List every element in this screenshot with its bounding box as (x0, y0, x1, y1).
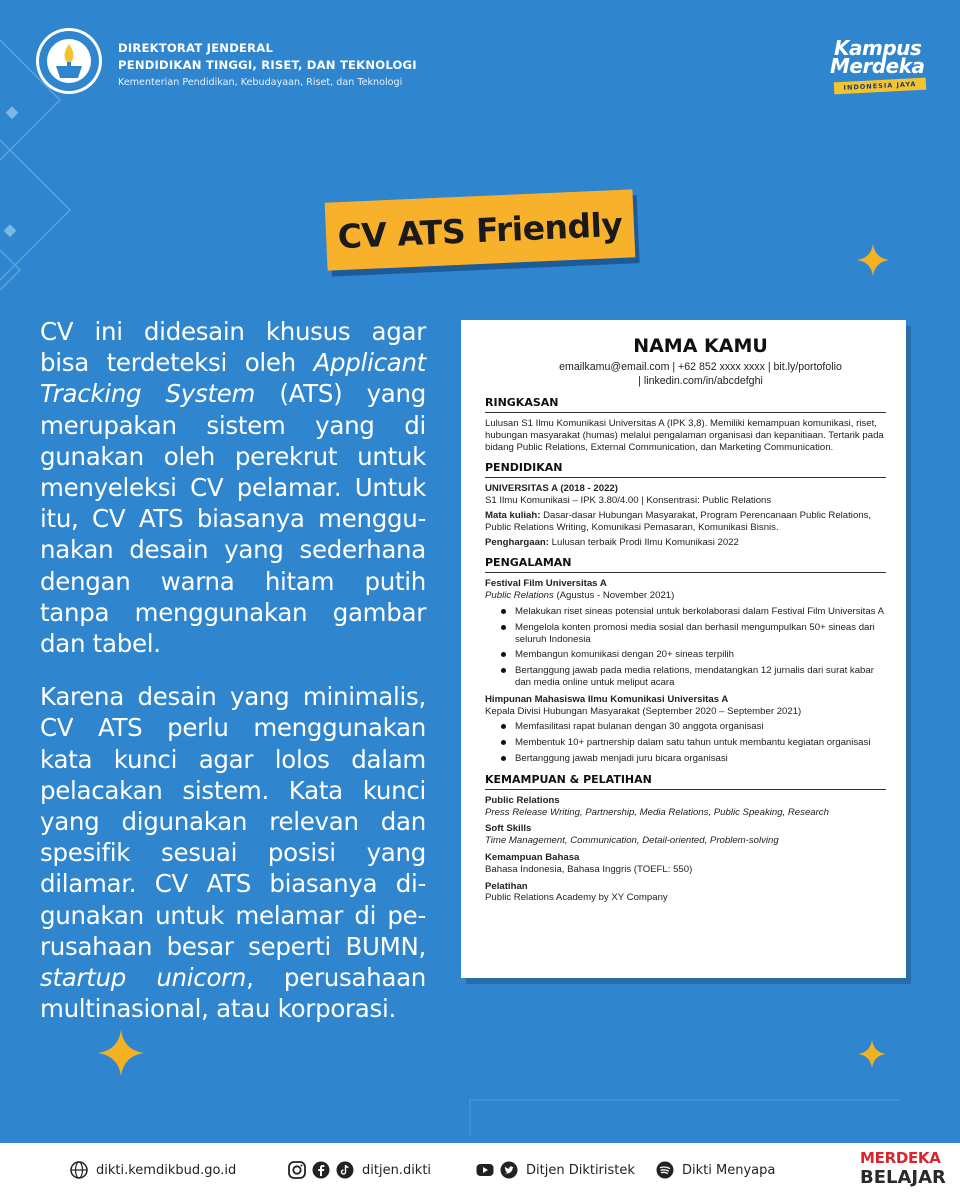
list-item: Memfasilitasi rapat bulanan dengan 30 anggota organisasi (501, 721, 886, 733)
cv-section-ringkasan: RINGKASAN (485, 396, 886, 413)
list-item: Membentuk 10+ partnership dalam satu tahun untuk membantu kegiatan organisasi (501, 737, 886, 749)
facebook-icon[interactable] (312, 1161, 330, 1179)
cv-example-card (461, 320, 906, 978)
list-item: Mengelola konten promosi media sosial dan berhasil mengumpulkan 50+ sineas dari seluruh Indonesia (501, 622, 886, 646)
list-item: Bertanggung jawab pada media relations, mendatangkan 12 jurnalis dari surat kabar dan media online untuk meliput acara (501, 665, 886, 689)
organization-name (118, 40, 417, 91)
page-title: CV ATS Friendly (336, 204, 624, 256)
tut-wuri-handayani-logo (34, 26, 104, 96)
kampus-merdeka-logo (828, 34, 932, 104)
km-word-merdeka: Merdeka (830, 54, 925, 78)
twitter-icon[interactable] (500, 1161, 518, 1179)
title-banner (325, 189, 636, 270)
cv-experience-2: Himpunan Mahasiswa Ilmu Komunikasi Universitas A Kepala Divisi Hubungan Masyarakat (September 2020 – September 2021) (485, 693, 802, 717)
paragraph-1: CV ini didesain khusus agar bisa terdeteksi oleh Applicant Tracking System (ATS) yang merupakan sistem yang di gunakan oleh perekrut untuk menyeleksi CV pelamar. Untuk itu, CV ATS biasanya menggu-nakan desain yang sederhana dengan warna hitam putih tanpa menggunakan gambar dan tabel. (40, 317, 426, 659)
cv-name: NAMA KAMU (633, 335, 768, 357)
cv-section-pengalaman: PENGALAMAN (485, 556, 886, 573)
cv-contact: emailkamu@email.com | +62 852 xxxx xxxx | bit.ly/portofolio | linkedin.com/in/abcdefghi (559, 361, 842, 387)
cv-experience-1-list (501, 606, 886, 689)
cv-education: UNIVERSITAS A (2018 - 2022) S1 Ilmu Komunikasi – IPK 3.80/4.00 | Konsentrasi: Public Relations Mata kuliah: Dasar-dasar Hubungan Masyarakat, Program Perencanaan Public Relations, Public Relations Writing, Komunikasi Pemasaran, Komunikasi Bisnis. Penghargaan: Lulusan terbaik Prodi Ilmu Komunikasi 2022 (485, 483, 872, 548)
description-text (40, 316, 426, 1046)
list-item: Membangun komunikasi dengan 20+ sineas terpilih (501, 649, 886, 661)
spotify-icon[interactable] (656, 1161, 674, 1179)
globe-icon (70, 1161, 88, 1179)
cv-experience-2-list (501, 721, 886, 764)
paragraph-2: Karena desain yang minimalis, CV ATS perlu menggunakan kata kunci agar lolos dalam pelacakan sistem. Kata kunci yang digunakan relevan dan spesifik sesuai posisi yang dilamar. CV ATS biasanya di-gunakan untuk melamar di pe-rusahaan besar seperti BUMN, startup unicorn, perusahaan multinasional, atau korporasi. (40, 682, 427, 1024)
instagram-icon[interactable] (288, 1161, 306, 1179)
org-title: DIREKTORAT JENDERAL (118, 41, 274, 55)
brand-belajar: BELAJAR (860, 1167, 946, 1188)
social-handle[interactable]: ditjen.dikti (362, 1163, 432, 1178)
cv-experience-1: Festival Film Universitas A Public Relations (Agustus - November 2021) (485, 578, 675, 602)
website-link[interactable]: dikti.kemdikbud.go.id (96, 1163, 237, 1178)
ministry-name: Kementerian Pendidikan, Kebudayaan, Riset, dan Teknologi (118, 77, 403, 88)
spotify-handle[interactable]: Dikti Menyapa (682, 1163, 776, 1178)
sparkle-icon (858, 1040, 886, 1068)
list-item: Bertanggung jawab menjadi juru bicara organisasi (501, 753, 886, 765)
cv-section-pendidikan: PENDIDIKAN (485, 461, 886, 478)
brand-merdeka: MERDEKA (860, 1149, 941, 1167)
km-ribbon: INDONESIA JAYA (834, 78, 927, 95)
cv-summary: Lulusan S1 Ilmu Komunikasi Universitas A (IPK 3,8). Memiliki kemampuan komunikasi, riset, hubungan masyarakat (humas) melalui pengalaman organisasi dan kepanitiaan. Tertarik pada bidang Public Relations, External Communication, dan Marketing Communication. (485, 418, 884, 453)
youtube-twitter-handle[interactable]: Ditjen Diktiristek (526, 1163, 635, 1178)
footer-bar (0, 1143, 960, 1200)
km-word-kampus: Kampus (834, 36, 922, 60)
sparkle-icon (857, 244, 889, 276)
youtube-icon[interactable] (476, 1161, 494, 1179)
cv-skills: Public Relations Press Release Writing, Partnership, Media Relations, Public Speaking, Research Soft Skills Time Management, Communication, Detail-oriented, Problem-solving Kemampuan Bahasa Bahasa Indonesia, Bahasa Inggris (TOEFL: 550) Pelatihan Public Relations Academy by XY Company (485, 794, 829, 904)
list-item: Melakukan riset sineas potensial untuk berkolaborasi dalam Festival Film Universitas A (501, 606, 886, 618)
tiktok-icon[interactable] (336, 1161, 354, 1179)
cv-section-kemampuan: KEMAMPUAN & PELATIHAN (485, 773, 886, 790)
merdeka-belajar-logo (860, 1149, 946, 1187)
org-subtitle: PENDIDIKAN TINGGI, RISET, DAN TEKNOLOGI (118, 58, 417, 72)
